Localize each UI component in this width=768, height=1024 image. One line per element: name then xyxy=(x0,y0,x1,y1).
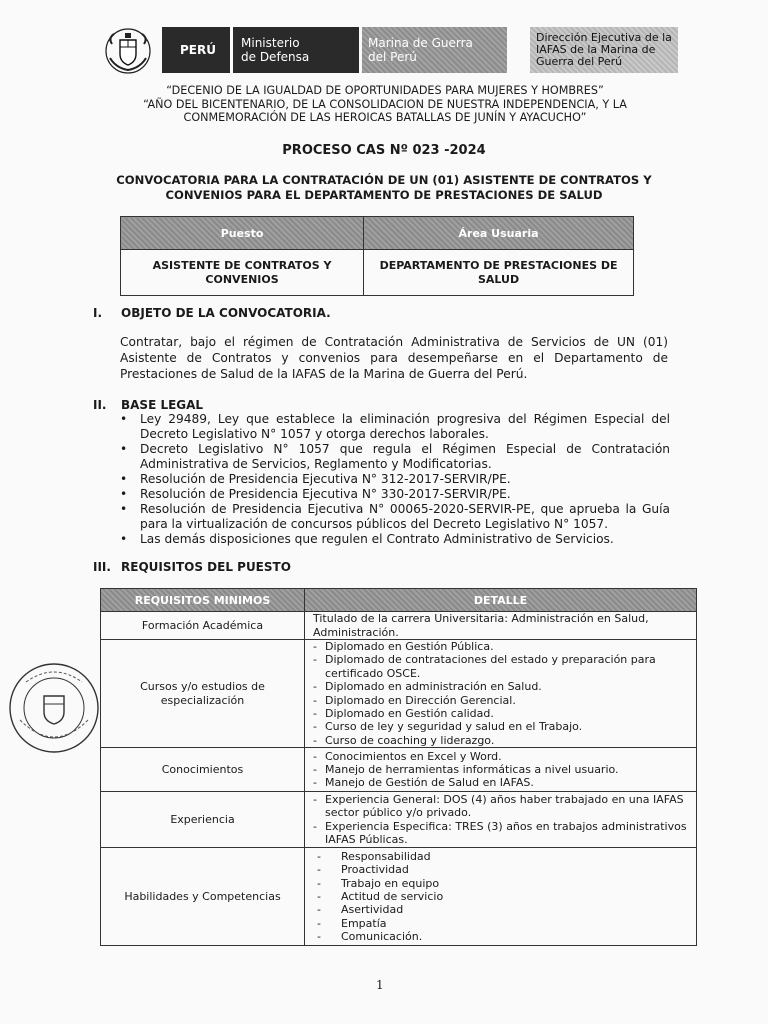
list-item: • Resolución de Presidencia Ejecutiva N° 00065-2020-SERVIR-PE, que aprueba la Guía para la virtualización de concursos públicos del Decreto Legislativo N° 1057. xyxy=(118,502,670,532)
row-detail xyxy=(305,848,697,946)
list-item: - Trabajo en equipo xyxy=(313,877,692,890)
row-label: Habilidades y Competencias xyxy=(101,848,305,946)
direccion-line-2: IAFAS de la Marina de xyxy=(536,43,656,56)
direccion-line-1: Dirección Ejecutiva de la xyxy=(536,31,672,44)
puesto-value: ASISTENTE DE CONTRATOS Y CONVENIOS xyxy=(121,250,364,296)
table-row xyxy=(101,792,697,848)
decenio-line-2: “AÑO DEL BICENTENARIO, DE LA CONSOLIDACION DE NUESTRA INDEPENDENCIA, Y LA xyxy=(143,97,627,111)
list-item: - Experiencia Especifica: TRES (3) años en trabajos administrativos IAFAS Públicas. xyxy=(313,820,692,847)
list-item: - Comunicación. xyxy=(313,930,692,943)
puesto-header: Puesto xyxy=(121,217,364,250)
row-label: Cursos y/o estudios de especialización xyxy=(101,640,305,748)
letterhead xyxy=(100,24,690,78)
ministerio-line-2: de Defensa xyxy=(241,50,310,64)
list-item: - Responsabilidad xyxy=(313,850,692,863)
page-subtitle: CONVOCATORIA PARA LA CONTRATACIÓN DE UN (01) ASISTENTE DE CONTRATOS Y CONVENIOS PARA EL DEPARTAMENTO DE PRESTACIONES DE SALUD xyxy=(116,173,652,202)
direccion-line-3: Guerra del Perú xyxy=(536,55,623,68)
marina-line-1: Marina de Guerra xyxy=(368,36,473,50)
row-detail xyxy=(305,792,697,848)
peru-label xyxy=(162,27,230,73)
ministerio-line-1: Ministerio xyxy=(241,36,300,50)
row-detail: Titulado de la carrera Universitaria: Administración en Salud, Administración. xyxy=(305,612,697,640)
area-usuaria-value: DEPARTAMENTO DE PRESTACIONES DE SALUD xyxy=(364,250,634,296)
list-item: - Proactividad xyxy=(313,863,692,876)
list-item: - Diplomado en administración en Salud. xyxy=(313,680,692,693)
list-item: • Resolución de Presidencia Ejecutiva N° 330-2017-SERVIR/PE. xyxy=(118,487,670,502)
section-2-heading xyxy=(93,398,203,412)
decenio-line-1: “DECENIO DE LA IGUALDAD DE OPORTUNIDADES PARA MUJERES Y HOMBRES” xyxy=(166,84,604,97)
section-1-title: OBJETO DE LA CONVOCATORIA. xyxy=(121,306,331,320)
decenio-line-3: CONMEMORACIÓN DE LAS HEROICAS BATALLAS DE JUNÍN Y AYACUCHO” xyxy=(183,111,587,124)
table-row xyxy=(101,612,697,640)
list-item: • Decreto Legislativo N° 1057 que regula el Régimen Especial de Contratación Administrativa de Servicios, Reglamento y Modificatorias. xyxy=(118,442,670,472)
coat-of-arms-icon xyxy=(100,24,162,78)
page-number: 1 xyxy=(376,978,384,992)
puesto-table xyxy=(120,216,634,296)
requisitos-header: REQUISITOS MINIMOS xyxy=(101,589,305,612)
peru-text: PERÚ xyxy=(180,43,216,57)
section-3-number: III. xyxy=(93,560,111,574)
table-row xyxy=(101,748,697,792)
list-item: - Experiencia General: DOS (4) años haber trabajado en una IAFAS sector público y/o privado. xyxy=(313,793,692,820)
section-2-number: II. xyxy=(93,398,107,412)
list-item: - Diplomado en Dirección Gerencial. xyxy=(313,694,692,707)
page-title: PROCESO CAS Nº 023 -2024 xyxy=(282,143,486,158)
list-item: - Empatía xyxy=(313,917,692,930)
row-label: Conocimientos xyxy=(101,748,305,792)
row-label: Formación Académica xyxy=(101,612,305,640)
legal-list xyxy=(118,412,670,547)
marina-label xyxy=(362,27,507,73)
list-item: • Ley 29489, Ley que establece la eliminación progresiva del Régimen Especial del Decreto Legislativo N° 1057 y otorga derechos laborales. xyxy=(118,412,670,442)
area-usuaria-header: Área Usuaria xyxy=(364,217,634,250)
table-row xyxy=(101,848,697,946)
list-item: - Manejo de Gestión de Salud en IAFAS. xyxy=(313,776,692,789)
list-item: - Diplomado en Gestión Pública. xyxy=(313,640,692,653)
list-item: - Diplomado de contrataciones del estado y preparación para certificado OSCE. xyxy=(313,653,692,680)
decenio-block xyxy=(60,84,710,125)
section-1-number: I. xyxy=(93,306,103,320)
list-item: - Diplomado en Gestión calidad. xyxy=(313,707,692,720)
direccion-label xyxy=(530,27,678,73)
marina-line-2: del Perú xyxy=(368,50,417,64)
list-item: - Actitud de servicio xyxy=(313,890,692,903)
section-3-title: REQUISITOS DEL PUESTO xyxy=(121,560,291,574)
list-item: - Curso de coaching y liderazgo. xyxy=(313,734,692,747)
section-3-heading xyxy=(93,560,291,574)
list-item: - Asertividad xyxy=(313,903,692,916)
section-1-text: Contratar, bajo el régimen de Contratación Administrativa de Servicios de UN (01) Asistente de Contratos y convenios para desempeñarse en el Departamento de Prestaciones de Salud de la IAFAS de la Marina de Guerra del Perú. xyxy=(120,335,668,381)
list-item: • Las demás disposiciones que regulen el Contrato Administrativo de Servicios. xyxy=(118,532,670,547)
ministerio-label xyxy=(233,27,359,73)
row-detail xyxy=(305,640,697,748)
list-item: - Manejo de herramientas informáticas a nivel usuario. xyxy=(313,763,692,776)
row-detail xyxy=(305,748,697,792)
detalle-header: DETALLE xyxy=(305,589,697,612)
requisitos-table xyxy=(100,588,697,946)
official-seal-icon xyxy=(6,660,102,756)
list-item: - Conocimientos en Excel y Word. xyxy=(313,750,692,763)
list-item: - Curso de ley y seguridad y salud en el Trabajo. xyxy=(313,720,692,733)
section-1-heading xyxy=(93,306,331,320)
list-item: • Resolución de Presidencia Ejecutiva N° 312-2017-SERVIR/PE. xyxy=(118,472,670,487)
row-label: Experiencia xyxy=(101,792,305,848)
section-2-title: BASE LEGAL xyxy=(121,398,204,412)
table-row xyxy=(101,640,697,748)
